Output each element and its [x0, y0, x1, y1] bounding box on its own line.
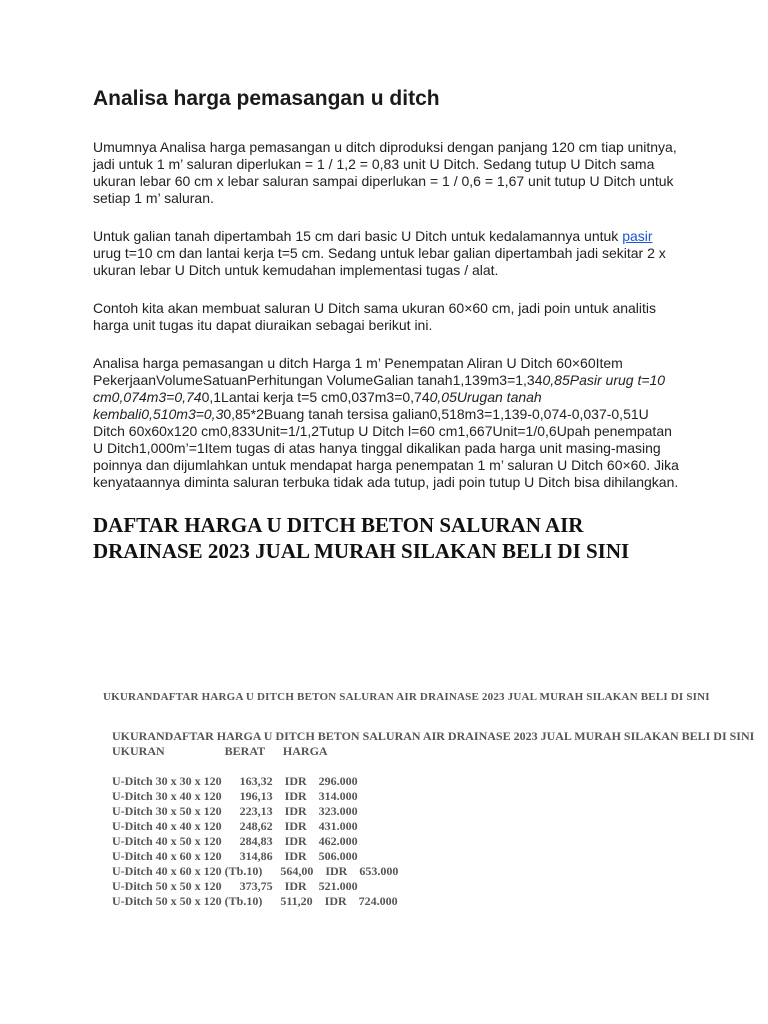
paragraph-galian	[93, 228, 683, 279]
page-title: Analisa harga pemasangan u ditch	[93, 87, 440, 110]
price-table	[112, 729, 754, 909]
analisa-text-b: 0,1Lantai kerja t=5 cm0,037m3=0,74	[201, 389, 430, 406]
table-row: U-Ditch 40 x 60 x 120 314,86 IDR 506.000	[112, 849, 358, 863]
table-header: UKURAN BERAT HARGA	[112, 744, 328, 758]
table-row: U-Ditch 40 x 50 x 120 284,83 IDR 462.000	[112, 834, 358, 848]
paragraph-analisa	[93, 355, 683, 491]
table-row: U-Ditch 30 x 30 x 120 163,32 IDR 296.000	[112, 774, 358, 788]
table-row: U-Ditch 40 x 60 x 120 (Tb.10) 564,00 IDR 653.000	[112, 864, 399, 878]
analisa-italic-1: 0,85Pasir urug t=10 cm0,074m3=0,74	[93, 372, 666, 406]
article	[93, 86, 683, 564]
section-heading: DAFTAR HARGA U DITCH BETON SALURAN AIR DRAINASE 2023 JUAL MURAH SILAKAN BELI DI SINI	[93, 513, 630, 564]
table-row: U-Ditch 40 x 40 x 120 248,62 IDR 431.000	[112, 819, 358, 833]
analisa-text-c: 0,85*2Buang tanah tersisa galian0,518m3=1,139-0,074-0,037-0,51U Ditch 60x60x120 cm0,833Unit=1/1,2Tutup U Ditch l=60 cm1,667Unit=1/0,6Upah penempatan U Ditch1,000m’=1Item tugas di atas hanya tinggal dikalikan pada harga unit masing-masing poinnya dan dijumlahkan untuk mendapat harga penempatan 1 m’ saluran U Ditch 60×60. Jika kenyataannya diminta saluran terbuka tidak ada tutup, jadi poin tutup U Ditch bisa dihilangkan.	[93, 406, 679, 491]
paragraph-contoh: Contoh kita akan membuat saluran U Ditch sama ukuran 60×60 cm, jadi poin untuk analitis harga unit tugas itu dapat diuraikan sebagai berikut ini.	[93, 300, 657, 334]
table-spacer	[112, 759, 754, 774]
pasir-link[interactable]: pasir	[622, 228, 653, 245]
table-caption: UKURANDAFTAR HARGA U DITCH BETON SALURAN AIR DRAINASE 2023 JUAL MURAH SILAKAN BELI DI SINI	[112, 729, 755, 743]
analisa-text-a: Analisa harga pemasangan u ditch Harga 1 m’ Penempatan Aliran U Ditch 60×60Item PekerjaanVolumeSatuanPerhitungan VolumeGalian tanah1,139m3=1,34	[93, 355, 623, 389]
table-row: U-Ditch 50 x 50 x 120 (Tb.10) 511,20 IDR 724.000	[112, 894, 398, 908]
table-row: U-Ditch 50 x 50 x 120 373,75 IDR 521.000	[112, 879, 358, 893]
paragraph-intro: Umumnya Analisa harga pemasangan u ditch diproduksi dengan panjang 120 cm tiap unitnya, jadi untuk 1 m’ saluran diperlukan = 1 / 1,2 = 0,83 unit U Ditch. Sedang tutup U Ditch sama ukuran lebar 60 cm x lebar saluran sampai diperlukan = 1 / 0,6 = 1,67 unit tutup U Ditch untuk setiap 1 m’ saluran.	[93, 139, 677, 207]
table-row: U-Ditch 30 x 50 x 120 223,13 IDR 323.000	[112, 804, 358, 818]
table-banner: UKURANDAFTAR HARGA U DITCH BETON SALURAN AIR DRAINASE 2023 JUAL MURAH SILAKAN BELI DI SINI	[103, 691, 710, 703]
paragraph-galian-text-a: Untuk galian tanah dipertambah 15 cm dari basic U Ditch untuk kedalamannya untuk	[93, 228, 623, 245]
analisa-italic-2: 0,05Urugan tanah kembali0,510m3=0,3	[93, 389, 542, 423]
paragraph-galian-text-b: urug t=10 cm dan lantai kerja t=5 cm. Sedang untuk lebar galian dipertambah jadi sekitar 2 x ukuran lebar U Ditch untuk kemudahan implementasi tugas / alat.	[93, 245, 666, 279]
table-row: U-Ditch 30 x 40 x 120 196,13 IDR 314.000	[112, 789, 358, 803]
